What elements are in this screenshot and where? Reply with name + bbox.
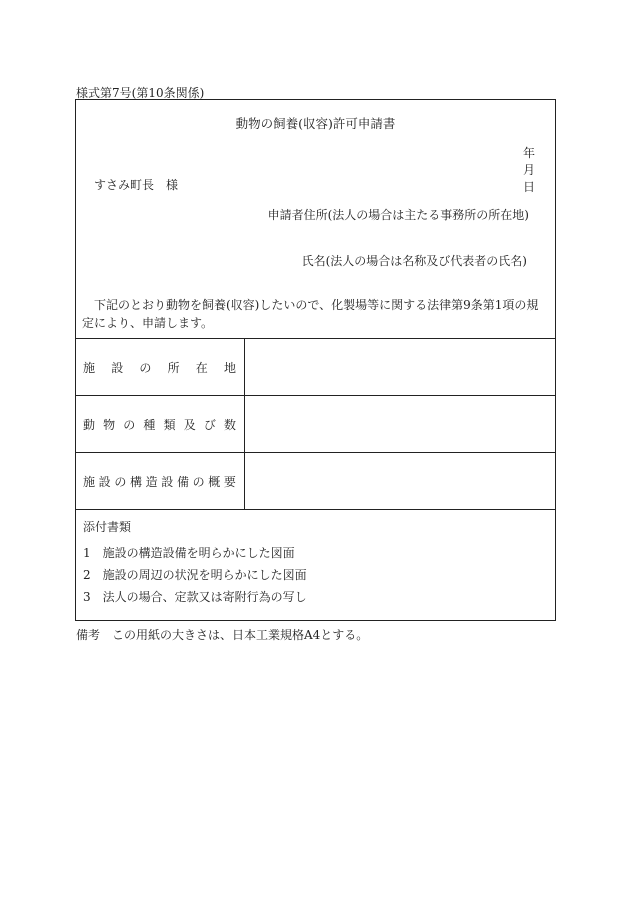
row-label-char: 設 bbox=[98, 474, 111, 489]
row-label-char: 要 bbox=[223, 474, 236, 489]
facility-structure-field[interactable] bbox=[245, 453, 555, 509]
applicant-address-label: 申請者住所(法人の場合は主たる事務所の所在地) bbox=[267, 208, 529, 222]
row-label-char: 類 bbox=[163, 417, 176, 432]
attachment-item: 2 施設の周辺の状況を明らかにした図面 bbox=[83, 568, 307, 582]
row-label-char: 施 bbox=[83, 360, 96, 375]
attachments-section bbox=[76, 509, 555, 620]
row-label-char: 構 bbox=[129, 474, 142, 489]
row-label-char: 在 bbox=[195, 360, 208, 375]
application-form-frame bbox=[75, 99, 556, 621]
row-label-text bbox=[83, 359, 236, 376]
row-label-char: の bbox=[192, 474, 205, 489]
row-label-facility-location bbox=[76, 339, 245, 395]
row-label-char: の bbox=[114, 474, 127, 489]
row-label-char: の bbox=[123, 417, 136, 432]
application-statement: 下記のとおり動物を飼養(収容)したいので、化製場等に関する法律第9条第1項の規定により、申請します。 bbox=[82, 298, 539, 330]
row-label-char: 動 bbox=[83, 417, 96, 432]
row-label-char: 備 bbox=[176, 474, 189, 489]
form-title: 動物の飼養(収容)許可申請書 bbox=[235, 116, 396, 131]
animal-type-count-field[interactable] bbox=[245, 396, 555, 452]
applicant-name-label: 氏名(法人の場合は名称及び代表者の氏名) bbox=[301, 254, 527, 268]
addressee: すさみ町長 様 bbox=[94, 178, 179, 192]
row-label-text bbox=[83, 473, 236, 490]
row-label-char: 及 bbox=[183, 417, 196, 432]
row-label-char: び bbox=[203, 417, 216, 432]
table-row bbox=[76, 338, 555, 395]
date-line bbox=[523, 144, 559, 195]
facility-location-field[interactable] bbox=[245, 339, 555, 395]
table-row bbox=[76, 395, 555, 452]
date-year-label: 年 bbox=[523, 146, 536, 160]
row-label-char: 数 bbox=[223, 417, 236, 432]
attachments-heading: 添付書類 bbox=[83, 520, 132, 534]
row-label-text bbox=[83, 416, 236, 433]
row-label-char: 造 bbox=[145, 474, 158, 489]
row-label-char: 設 bbox=[161, 474, 174, 489]
date-month-label: 月 bbox=[523, 163, 536, 177]
row-label-char: の bbox=[139, 360, 152, 375]
row-label-char: 概 bbox=[208, 474, 221, 489]
row-label-char: 地 bbox=[223, 360, 236, 375]
row-label-char: 施 bbox=[83, 474, 96, 489]
form-number: 様式第7号(第10条関係) bbox=[76, 86, 205, 100]
row-label-char: 物 bbox=[103, 417, 116, 432]
attachment-item: 1 施設の構造設備を明らかにした図面 bbox=[83, 546, 295, 560]
row-label-char: 所 bbox=[167, 360, 180, 375]
attachment-item: 3 法人の場合、定款又は寄附行為の写し bbox=[83, 590, 307, 604]
row-label-char: 設 bbox=[111, 360, 124, 375]
row-label-animal-type-count bbox=[76, 396, 245, 452]
date-day-label: 日 bbox=[523, 180, 536, 194]
details-table bbox=[76, 338, 555, 509]
row-label-char: 種 bbox=[143, 417, 156, 432]
remarks-note: 備考 この用紙の大きさは、日本工業規格A4とする。 bbox=[76, 628, 369, 642]
row-label-facility-structure bbox=[76, 453, 245, 509]
table-row bbox=[76, 452, 555, 509]
